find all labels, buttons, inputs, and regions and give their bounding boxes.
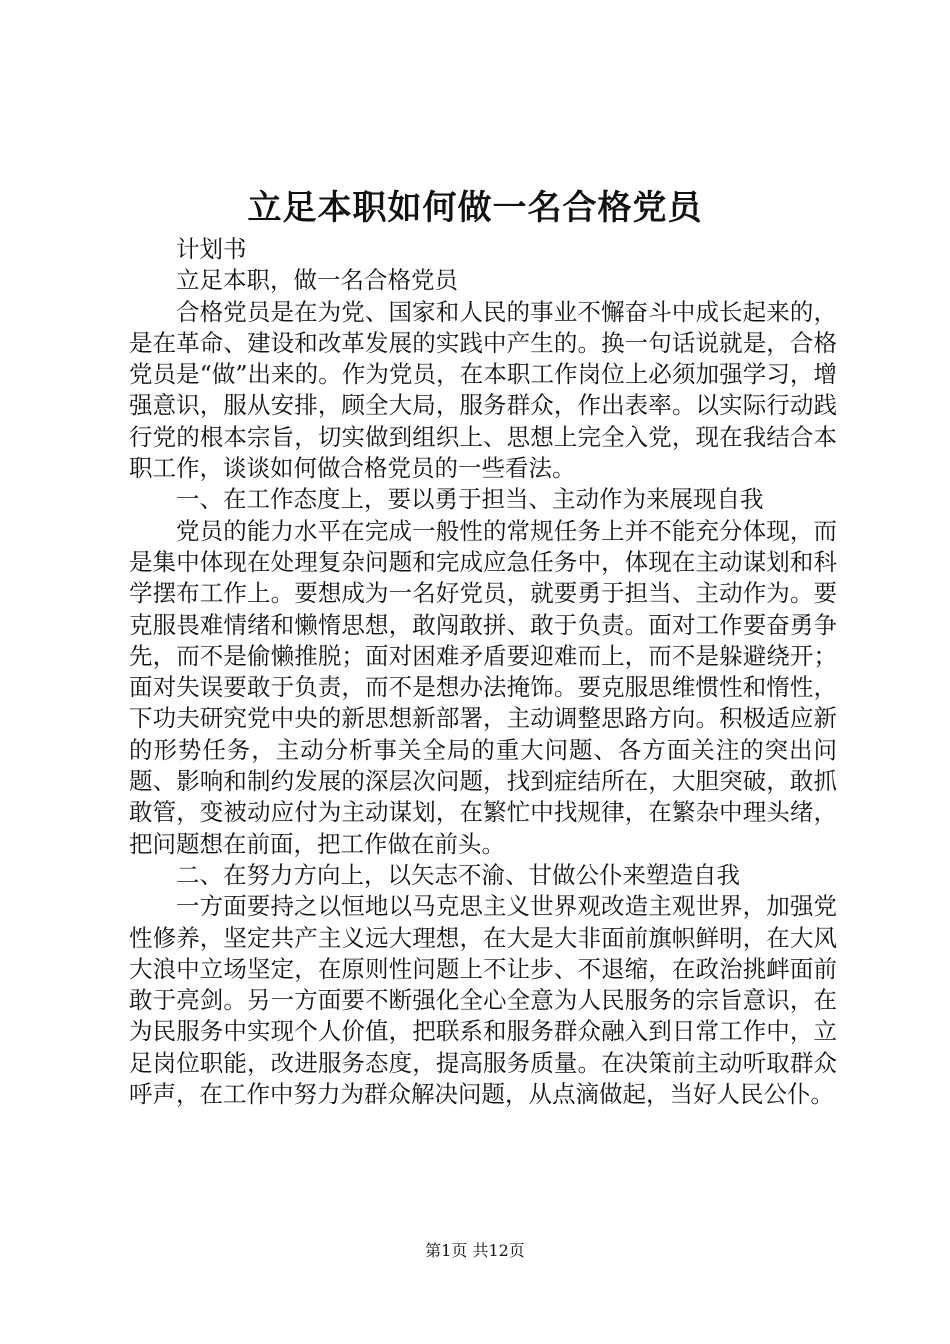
paragraph-doc-type: 计划书 <box>176 235 247 263</box>
paragraph-section-1: 党员的能力水平在完成一般性的常规任务上并不能充分体现，而是集中体现在处理复杂问题和完成应急任务中，体现在主动谋划和科学摆布工作上。要想成为一名好党员，就要勇于担当、主动作为。要克服畏难情绪和懒惰思想，敢闯敢拼、敢于负责。面对工作要奋勇争先，而不是偷懒推脱；面对困难矛盾要迎难而上，而不是躲避绕开；面对失误要敢于负责，而不是想办法掩饰。要克服思维惯性和惰性，下功夫研究党中央的新思想新部署，主动调整思路方向。积极适应新的形势任务，主动分析事关全局的重大问题、各方面关注的突出问题、影响和制约发展的深层次问题，找到症结所在，大胆突破，敢抓敢管，变被动应付为主动谋划，在繁忙中找规律，在繁杂中理头绪，把问题想在前面，把工作做在前头。 <box>129 516 837 858</box>
paragraph-subtitle: 立足本职，做一名合格党员 <box>176 266 458 295</box>
document-title: 立足本职如何做一名合格党员 <box>247 188 703 228</box>
document-body <box>129 234 837 1110</box>
section-heading-1: 一、在工作态度上，要以勇于担当、主动作为来展现自我 <box>176 485 764 514</box>
section-heading-2: 二、在努力方向上，以矢志不渝、甘做公仆来塑造自我 <box>176 860 740 889</box>
paragraph-section-2: 一方面要持之以恒地以马克思主义世界观改造主观世界，加强党性修养，坚定共产主义远大理想，在大是大非面前旗帜鲜明，在大风大浪中立场坚定，在原则性问题上不让步、不退缩，在政治挑衅面前敢于亮剑。另一方面要不断强化全心全意为人民服务的宗旨意识，在为民服务中实现个人价值，把联系和服务群众融入到日常工作中，立足岗位职能，改进服务态度，提高服务质量。在决策前主动听取群众呼声，在工作中努力为群众解决问题，从点滴做起，当好人民公仆。 <box>129 892 837 1109</box>
page-number-footer: 第1页 共12页 <box>425 1241 525 1260</box>
paragraph-intro: 合格党员是在为党、国家和人民的事业不懈奋斗中成长起来的，是在革命、建设和改革发展的实践中产生的。换一句话说就是，合格党员是“做”出来的。作为党员，在本职工作岗位上必须加强学习，增强意识，服从安排，顾全大局，服务群众，作出表率。以实际行动践行党的根本宗旨，切实做到组织上、思想上完全入党，现在我结合本职工作，谈谈如何做合格党员的一些看法。 <box>129 297 837 483</box>
